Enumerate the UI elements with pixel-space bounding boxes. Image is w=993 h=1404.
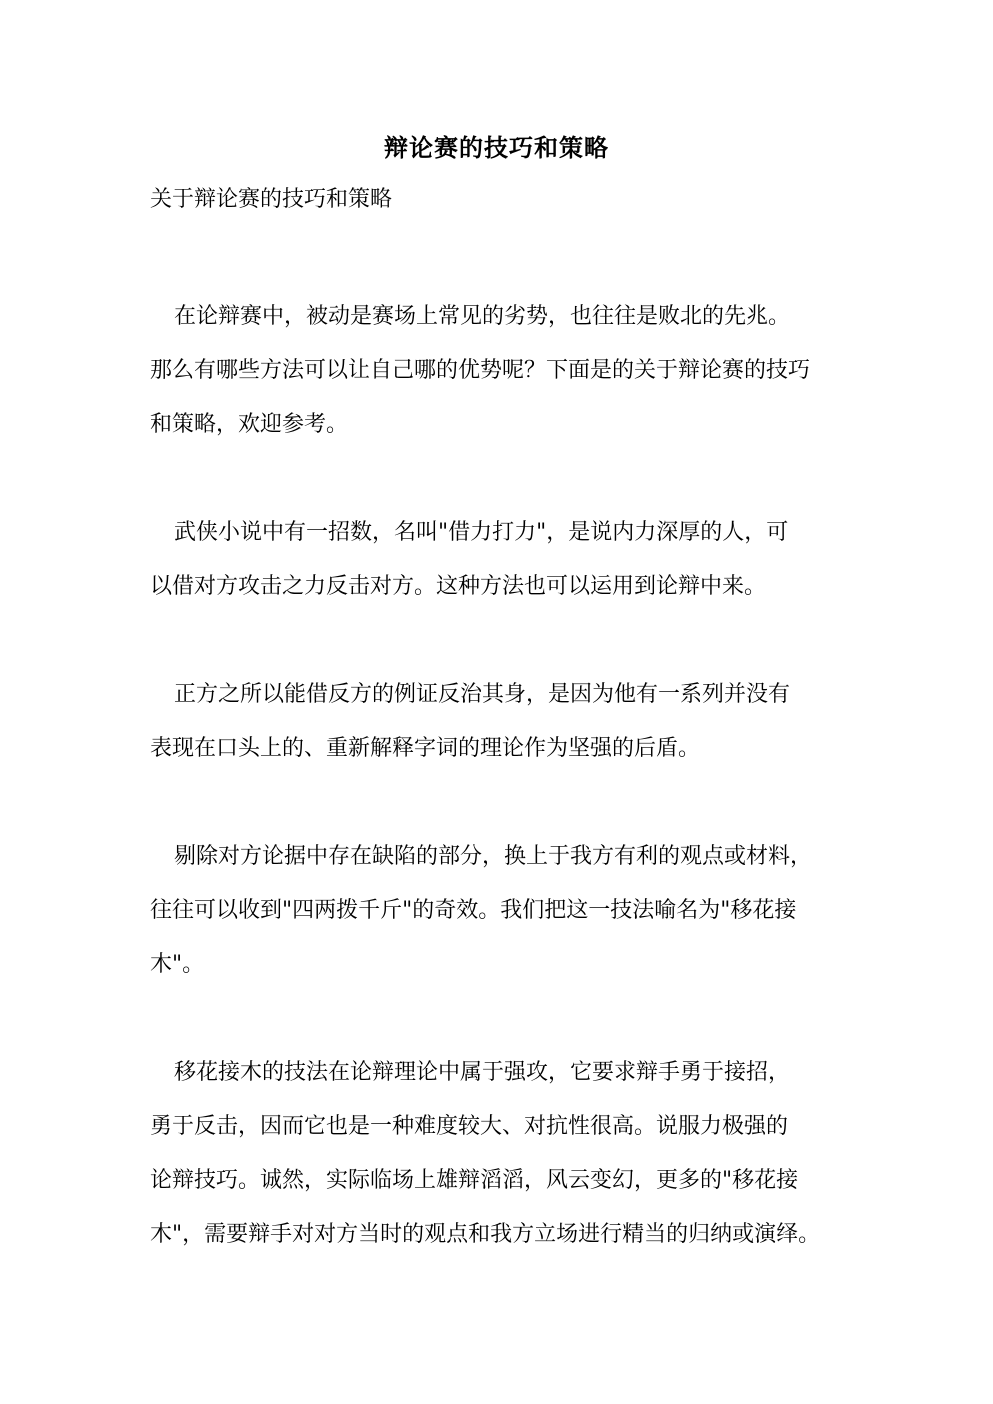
paragraph-4 [150,830,850,992]
paragraph-5 [150,1046,850,1262]
paragraph-line: 剔除对方论据中存在缺陷的部分，换上于我方有利的观点或材料， [174,844,813,869]
paragraph-line: 那么有哪些方法可以让自己哪的优势呢？下面是的关于辩论赛的技巧 [150,358,811,383]
document-title: 辩论赛的技巧和策略 [384,133,609,162]
paragraph-1 [150,290,850,452]
paragraph-line: 往往可以收到"四两拨千斤"的奇效。我们把这一技法喻名为"移花接 [150,898,797,923]
paragraph-line: 木"，需要辩手对对方当时的观点和我方立场进行精当的归纳或演绎。 [150,1222,821,1247]
paragraph-line: 表现在口头上的、重新解释字词的理论作为坚强的后盾。 [150,736,701,761]
paragraph-line: 论辩技巧。诚然，实际临场上雄辩滔滔，风云变幻，更多的"移花接 [150,1168,799,1193]
paragraph-line: 勇于反击，因而它也是一种难度较大、对抗性很高。说服力极强的 [150,1114,789,1139]
paragraph-line: 武侠小说中有一招数，名叫"借力打力"，是说内力深厚的人，可 [174,520,789,545]
paragraph-3 [150,668,850,776]
paragraph-line: 木"。 [150,952,205,977]
paragraph-line: 在论辩赛中，被动是赛场上常见的劣势，也往往是败北的先兆。 [174,304,791,329]
paragraph-line: 移花接木的技法在论辩理论中属于强攻，它要求辩手勇于接招， [174,1060,791,1085]
paragraph-line: 和策略，欢迎参考。 [150,412,349,437]
paragraph-line: 正方之所以能借反方的例证反治其身，是因为他有一系列并没有 [174,682,791,707]
document-body [150,290,850,1316]
paragraph-line: 以借对方攻击之力反击对方。这种方法也可以运用到论辩中来。 [150,574,767,599]
document-subtitle: 关于辩论赛的技巧和策略 [150,187,393,212]
paragraph-2 [150,506,850,614]
